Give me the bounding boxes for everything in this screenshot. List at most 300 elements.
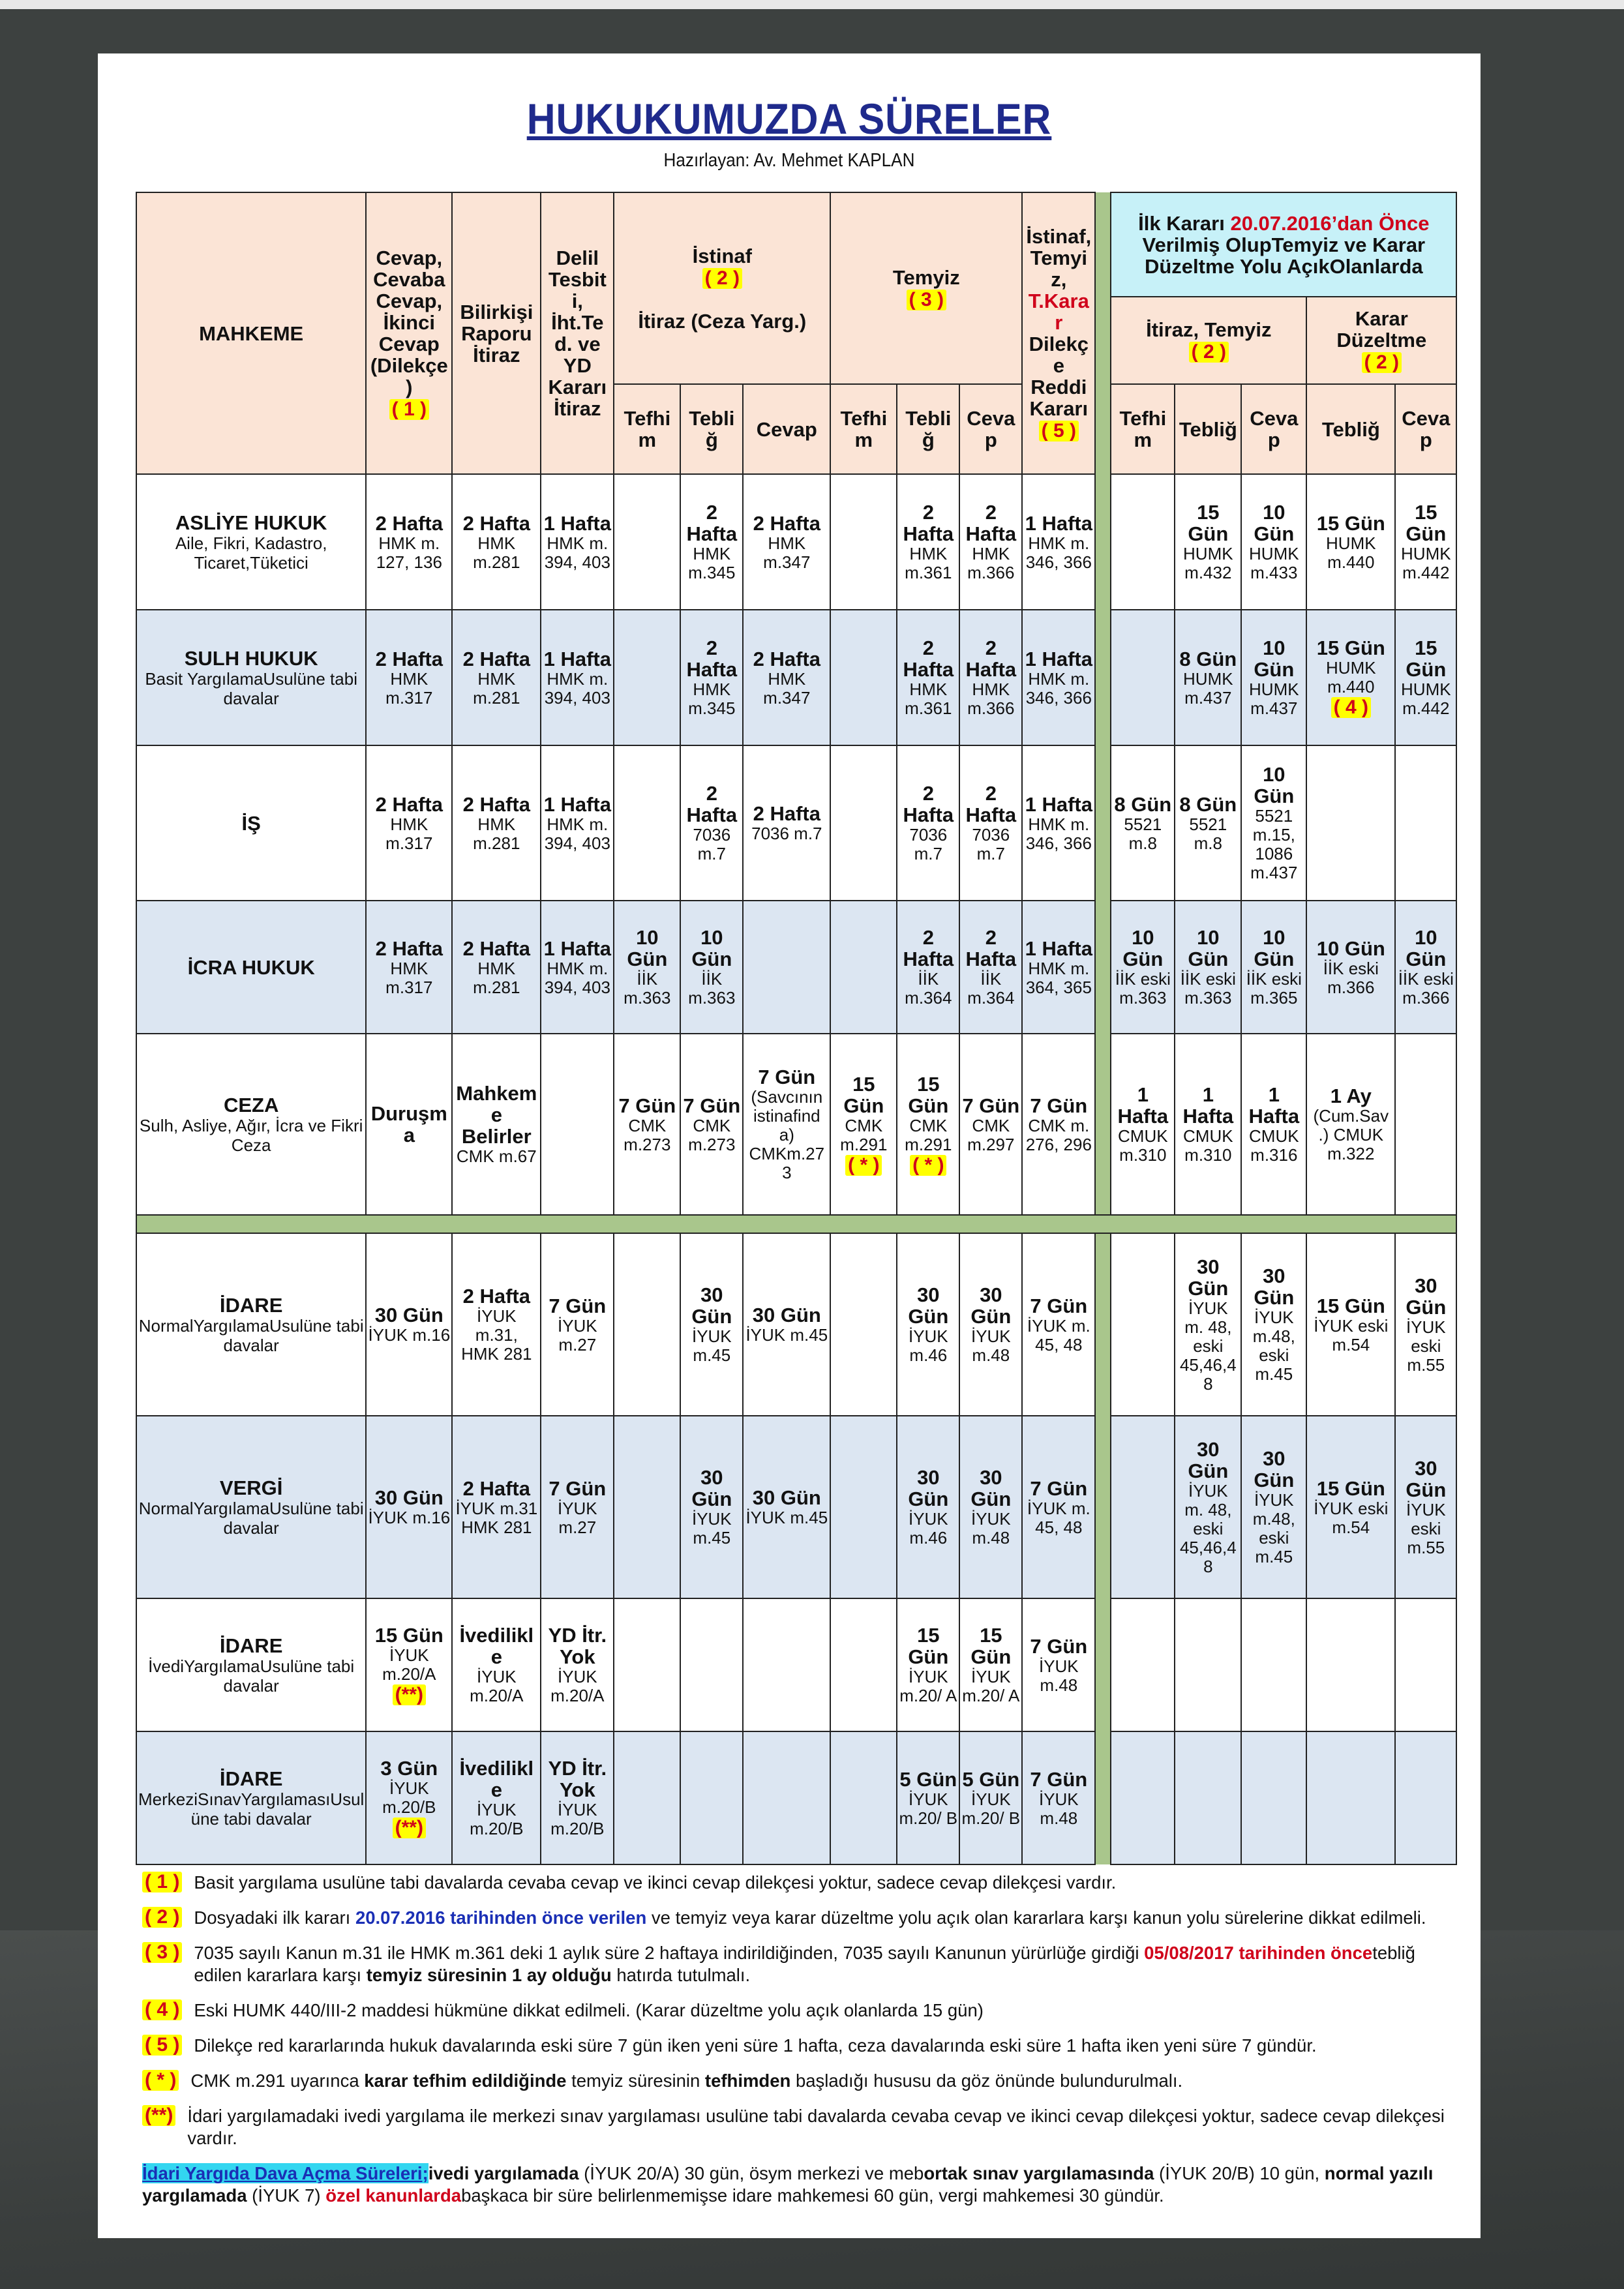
header-ilk-karar-date: 20.07.2016’dan Önce xyxy=(1230,211,1430,235)
period-cell xyxy=(959,745,1022,901)
period-value: 2 Hafta xyxy=(375,511,443,535)
period-cell xyxy=(743,745,830,901)
period-cell xyxy=(1111,901,1175,1034)
period-value: 7 Gün xyxy=(683,1094,741,1117)
note-tag: (**) xyxy=(393,1818,426,1838)
law-reference: İYUK m.45 xyxy=(691,1326,732,1365)
law-reference: İİK eski m.366 xyxy=(1323,958,1379,997)
law-reference: İİK m.364 xyxy=(967,969,1015,1008)
top-border xyxy=(0,0,1624,9)
period-value: 30 Gün xyxy=(752,1486,821,1509)
period-value: Mahkem e Belirler xyxy=(456,1082,537,1148)
period-value: 2 Hafta xyxy=(753,647,820,670)
period-cell xyxy=(1111,1416,1175,1598)
footnote-3 xyxy=(142,1942,1447,1986)
law-reference: İYUK m.27 xyxy=(557,1315,597,1354)
period-cell xyxy=(1395,901,1456,1034)
law-reference: İYUK m.48 xyxy=(970,1326,1011,1365)
law-reference: HMK m.317 xyxy=(385,814,433,853)
page-title: HUKUKUMUZDA SÜRELER xyxy=(526,95,1052,143)
period-cell xyxy=(1395,1731,1456,1864)
period-cell xyxy=(1175,1598,1241,1731)
footnote-8-b: ivedi yargılamada xyxy=(428,2163,579,2183)
law-reference: HMK m. 394, 403 xyxy=(544,533,610,572)
court-name-cell xyxy=(136,1416,366,1598)
period-cell xyxy=(959,1731,1022,1864)
period-cell xyxy=(897,610,959,745)
law-reference: CMK m.67 xyxy=(456,1146,537,1166)
period-value: 2 Hafta xyxy=(462,792,530,816)
footnote-6-e: başladığı hususu da göz önünde bulundurulmalı. xyxy=(790,2071,1183,2091)
separator-column xyxy=(1095,474,1111,610)
header-temyiz-tefhim: Tefhi m xyxy=(830,384,897,474)
period-value: 7 Gün xyxy=(1030,1294,1088,1317)
period-value: 7 Gün xyxy=(549,1294,607,1317)
note-tag-3: ( 3 ) xyxy=(907,290,946,310)
period-cell xyxy=(1175,901,1241,1034)
header-kd-cevap: Ceva p xyxy=(1395,384,1456,474)
period-value: YD İtr. Yok xyxy=(548,1624,607,1668)
period-value: 7 Gün xyxy=(618,1094,676,1117)
law-reference: İYUK m.20/ B xyxy=(899,1789,958,1828)
period-cell xyxy=(680,1034,743,1215)
footnote-2-text xyxy=(194,1907,1447,1929)
footnote-2-tag: ( 2 ) xyxy=(142,1907,182,1928)
law-reference: İYUK eski m.54 xyxy=(1314,1315,1389,1354)
law-reference: İYUK m.31 HMK 281 xyxy=(455,1498,538,1537)
document-page xyxy=(98,53,1481,2238)
period-cell xyxy=(743,1731,830,1864)
period-value: İvedilikl e xyxy=(459,1624,534,1668)
header-mahkeme: MAHKEME xyxy=(136,192,366,474)
period-value: 30 Gün xyxy=(691,1283,732,1328)
period-value: 1 Hafta xyxy=(1025,511,1092,535)
period-cell xyxy=(1111,745,1175,901)
law-reference: İYUK m.20/A xyxy=(470,1667,524,1705)
law-reference: CMUK m.316 xyxy=(1249,1126,1299,1165)
period-value: 5 Gün xyxy=(899,1767,957,1791)
header-ilk-karar-a: İlk Kararı xyxy=(1138,211,1231,235)
period-cell xyxy=(1175,1233,1241,1416)
header-ilk-karar-b: Verilmiş OlupTemyiz ve Karar Düzeltme Yolu AçıkOlanlarda xyxy=(1142,233,1426,278)
period-cell xyxy=(1241,1598,1306,1731)
law-reference: HMK m. 394, 403 xyxy=(544,814,610,853)
court-name: İDARE xyxy=(219,1767,283,1790)
period-cell xyxy=(1111,474,1175,610)
separator-column xyxy=(1095,1416,1111,1598)
period-cell xyxy=(366,610,452,745)
law-reference: İYUK m.20/B xyxy=(550,1800,605,1838)
period-cell xyxy=(1395,610,1456,745)
footnote-7-tag: (**) xyxy=(142,2105,175,2126)
footnote-8-f: normal yazılı yargılamada xyxy=(142,2163,1434,2206)
header-istinaf-tefhim: Tefhi m xyxy=(614,384,680,474)
law-reference: HUMK m.437 xyxy=(1249,680,1299,718)
period-value: 30 Gün xyxy=(1406,1274,1447,1319)
period-cell xyxy=(1395,474,1456,610)
court-name: İDARE xyxy=(219,1293,283,1317)
period-cell xyxy=(743,901,830,1034)
period-value: 2 Hafta xyxy=(753,511,820,535)
period-cell xyxy=(541,1416,614,1598)
court-name: İCRA HUKUK xyxy=(187,955,315,979)
period-cell xyxy=(1022,474,1095,610)
law-reference: 5521 m.8 xyxy=(1189,814,1227,853)
period-cell xyxy=(452,610,541,745)
period-cell xyxy=(1111,1598,1175,1731)
period-cell xyxy=(1022,1233,1095,1416)
period-cell xyxy=(743,1416,830,1598)
footnote-8-e: (İYUK 20/B) 10 gün, xyxy=(1154,2163,1325,2183)
period-value: 2 Hafta xyxy=(462,647,530,670)
header-kd-teblig: Tebliğ xyxy=(1306,384,1395,474)
law-reference: (Cum.Sav .) CMUK m.322 xyxy=(1313,1106,1389,1163)
header-cevap-label: Cevap, Cevaba Cevap, İkinci Cevap (Dilekçe ) xyxy=(370,246,448,398)
period-cell xyxy=(743,1034,830,1215)
footnote-8-text xyxy=(142,2162,1447,2207)
table-row xyxy=(136,474,1456,610)
period-value: 10 Gün xyxy=(1188,926,1229,970)
period-cell xyxy=(366,1598,452,1731)
law-reference: İYUK m.27 xyxy=(557,1498,597,1537)
law-reference: HMK m. 127, 136 xyxy=(376,533,442,572)
period-value: 30 Gün xyxy=(1254,1264,1295,1309)
header-delil: Delil Tesbit i, İht.Te d. ve YD Kararı İtiraz xyxy=(541,192,614,474)
footnote-3-b: 05/08/2017 tarihinden önce xyxy=(1144,1943,1373,1963)
period-value: 15 Gün xyxy=(908,1072,949,1117)
law-reference: HMK m.281 xyxy=(473,814,520,853)
court-name: İŞ xyxy=(241,811,261,835)
court-name-cell xyxy=(136,745,366,901)
court-name-cell xyxy=(136,1731,366,1864)
law-reference: HUMK m.442 xyxy=(1401,544,1451,582)
period-value: 10 Gün xyxy=(1316,936,1385,960)
footnote-6-a: CMK m.291 uyarınca xyxy=(190,2071,365,2091)
period-cell xyxy=(452,1731,541,1864)
law-reference: HMK m.361 xyxy=(905,680,952,718)
law-reference: CMUK m.310 xyxy=(1118,1126,1168,1165)
law-reference: 7036 m.7 xyxy=(972,825,1010,863)
period-cell xyxy=(541,1233,614,1416)
period-cell xyxy=(452,1416,541,1598)
footnote-6-text xyxy=(190,2070,1447,2092)
period-cell xyxy=(830,610,897,745)
law-reference: HMK m.281 xyxy=(473,533,520,572)
law-reference: HMK m. 394, 403 xyxy=(544,668,610,708)
period-cell xyxy=(897,1416,959,1598)
period-value: 15 Gün xyxy=(1316,636,1385,659)
law-reference: İYUK m. 48, eski 45,46,4 8 xyxy=(1179,1480,1237,1576)
header-istinaf xyxy=(614,192,830,384)
law-reference: İYUK m.45 xyxy=(745,1325,828,1345)
law-reference: CMK m.297 xyxy=(967,1115,1015,1154)
period-cell xyxy=(680,901,743,1034)
law-reference: İYUK eski m.55 xyxy=(1406,1499,1446,1557)
period-cell xyxy=(1241,474,1306,610)
period-cell xyxy=(959,1598,1022,1731)
header-cevap xyxy=(366,192,452,474)
period-cell xyxy=(959,901,1022,1034)
header-temyiz xyxy=(830,192,1022,384)
law-reference: İYUK m.48, eski m.45 xyxy=(1252,1490,1295,1566)
period-value: 30 Gün xyxy=(374,1486,444,1509)
footnote-6-b: karar tefhim edildiğinde xyxy=(364,2071,567,2091)
period-cell xyxy=(830,1598,897,1731)
period-cell xyxy=(452,1598,541,1731)
court-name-cell xyxy=(136,1233,366,1416)
footnote-8-a: İdari Yargıda Dava Açma Süreleri; xyxy=(142,2163,429,2183)
period-cell xyxy=(1111,1034,1175,1215)
footnote-1-tag: ( 1 ) xyxy=(142,1872,182,1893)
period-cell xyxy=(1111,610,1175,745)
period-value: 15 Gün xyxy=(908,1624,949,1668)
period-cell xyxy=(541,474,614,610)
period-cell xyxy=(1022,1416,1095,1598)
period-cell xyxy=(1306,1598,1395,1731)
law-reference: İYUK m. 48, eski 45,46,4 8 xyxy=(1179,1298,1237,1394)
separator-column xyxy=(1095,610,1111,745)
period-cell xyxy=(1395,1034,1456,1215)
law-reference: 7036 m.7 xyxy=(909,825,948,863)
period-cell xyxy=(366,901,452,1034)
law-reference: 5521 m.15, 1086 m.437 xyxy=(1250,806,1298,882)
period-value: 1 Hafta xyxy=(543,647,611,670)
header-karar-duzeltme xyxy=(1306,297,1456,384)
law-reference: İİK m.364 xyxy=(905,969,952,1008)
footnote-8 xyxy=(142,2162,1447,2207)
header-karar-red-b: T.Kara r xyxy=(1028,289,1089,334)
period-value: 1 Hafta xyxy=(543,511,611,535)
section-separator xyxy=(136,1215,1456,1233)
law-reference: İYUK m.45 xyxy=(691,1509,732,1548)
law-reference: İYUK m.20/B xyxy=(470,1800,524,1838)
period-value: 1 Hafta xyxy=(1182,1083,1234,1128)
table-row xyxy=(136,1416,1456,1598)
law-reference: HMK m.281 xyxy=(473,958,520,997)
period-cell xyxy=(897,1598,959,1731)
law-reference: İİK m.363 xyxy=(688,969,736,1008)
court-subtitle: Aile, Fikri, Kadastro, Ticaret,Tüketici xyxy=(175,533,327,573)
law-reference: İYUK m.48 xyxy=(1038,1789,1079,1828)
header-temyiz-cevap: Ceva p xyxy=(959,384,1022,474)
law-reference: HUMK m.432 xyxy=(1183,544,1233,582)
period-cell xyxy=(1022,1034,1095,1215)
period-value: 10 Gün xyxy=(1254,763,1295,807)
period-cell xyxy=(743,1598,830,1731)
period-cell xyxy=(452,474,541,610)
period-cell xyxy=(366,1034,452,1215)
period-value: 2 Hafta xyxy=(965,636,1017,681)
period-value: 7 Gün xyxy=(1030,1767,1088,1791)
period-cell xyxy=(897,1233,959,1416)
footnote-2-c: ve temyiz veya karar düzeltme yolu açık olan kararlara karşı kanun yolu sürelerine dikkat edilmeli. xyxy=(646,1908,1426,1928)
header-old-teblig: Tebliğ xyxy=(1175,384,1241,474)
footnote-8-h: özel kanunlarda xyxy=(325,2185,462,2206)
law-reference: 5521 m.8 xyxy=(1124,814,1162,853)
note-tag: ( 4 ) xyxy=(1331,697,1371,718)
law-reference: HMK m.317 xyxy=(385,668,433,708)
period-value: 1 Hafta xyxy=(1025,936,1092,960)
period-cell xyxy=(959,1034,1022,1215)
period-value: 8 Gün xyxy=(1179,647,1237,670)
period-cell xyxy=(680,1416,743,1598)
period-cell xyxy=(830,1731,897,1864)
period-cell xyxy=(541,610,614,745)
period-cell xyxy=(1241,610,1306,745)
period-cell xyxy=(541,901,614,1034)
period-value: 30 Gün xyxy=(752,1304,821,1326)
period-cell xyxy=(959,610,1022,745)
law-reference: İYUK m.20/ A xyxy=(962,1667,1020,1705)
footnote-3-e: hatırda tutulmalı. xyxy=(611,1965,751,1985)
footnote-3-c: tebliğ edilen kararlara karşı xyxy=(194,1943,1415,1985)
period-value: 15 Gün xyxy=(1316,1476,1385,1500)
court-name: CEZA xyxy=(223,1093,279,1116)
court-name: SULH HUKUK xyxy=(184,646,318,670)
period-cell xyxy=(897,1731,959,1864)
period-cell xyxy=(614,474,680,610)
law-reference: HMK m. 364, 365 xyxy=(1025,958,1092,997)
header-karar-duzeltme-label: Karar Düzeltme xyxy=(1336,307,1427,352)
period-value: 1 Hafta xyxy=(1025,792,1092,816)
footnotes xyxy=(142,1872,1447,2207)
header-istinaf-label: İstinaf xyxy=(692,244,752,267)
separator-column xyxy=(1095,192,1111,474)
period-cell xyxy=(1306,1034,1395,1215)
law-reference: İYUK m.20/ A xyxy=(899,1667,957,1705)
header-temyiz-teblig: Tebli ğ xyxy=(897,384,959,474)
period-value: 1 Hafta xyxy=(1117,1083,1169,1128)
period-cell xyxy=(614,1034,680,1215)
periods-table xyxy=(136,192,1457,1865)
court-subtitle: MerkeziSınavYargılamasıUsul üne tabi davalar xyxy=(138,1789,365,1829)
period-cell xyxy=(1175,1731,1241,1864)
law-reference: İYUK m. 45, 48 xyxy=(1027,1315,1090,1354)
period-value: 2 Hafta xyxy=(375,936,443,960)
law-reference: İYUK m.20/ B xyxy=(961,1789,1021,1828)
period-value: 7 Gün xyxy=(1030,1094,1088,1117)
period-value: 2 Hafta xyxy=(686,501,738,545)
period-value: 2 Hafta xyxy=(462,936,530,960)
law-reference: İYUK m.20/A xyxy=(550,1667,605,1705)
note-tag-1: ( 1 ) xyxy=(389,399,429,420)
section-separator-cell xyxy=(136,1215,1456,1233)
period-value: 2 Hafta xyxy=(903,926,954,970)
period-cell xyxy=(897,745,959,901)
period-value: 30 Gün xyxy=(1188,1255,1229,1300)
period-cell xyxy=(743,1233,830,1416)
period-value: 2 Hafta xyxy=(965,782,1017,826)
table-row xyxy=(136,1233,1456,1416)
period-cell xyxy=(1241,1233,1306,1416)
period-value: 2 Hafta xyxy=(462,511,530,535)
period-cell xyxy=(1306,1416,1395,1598)
footnote-3-a: 7035 sayılı Kanun m.31 ile HMK m.361 deki 1 aylık süre 2 haftaya indirildiğinden, 7035 sayılı Kanunun yürürlüğe girdiği xyxy=(194,1943,1145,1963)
law-reference: HMK m.347 xyxy=(763,668,811,708)
period-cell xyxy=(614,610,680,745)
table-row xyxy=(136,1731,1456,1864)
period-value: 2 Hafta xyxy=(686,636,738,681)
period-cell xyxy=(541,1731,614,1864)
period-value: 30 Gün xyxy=(970,1466,1012,1510)
header-old-cevap: Ceva p xyxy=(1241,384,1306,474)
law-reference: HMK m. 346, 366 xyxy=(1025,668,1092,708)
court-subtitle: İvediYargılamaUsulüne tabi davalar xyxy=(148,1656,355,1696)
footnote-4-text: Eski HUMK 440/III-2 maddesi hükmüne dikkat edilmeli. (Karar düzeltme yolu açık olanlarda 15 gün) xyxy=(194,2000,984,2020)
footnote-6 xyxy=(142,2070,1447,2092)
period-value: 8 Gün xyxy=(1114,792,1172,816)
note-tag: ( * ) xyxy=(910,1155,946,1176)
period-value: 5 Gün xyxy=(962,1767,1020,1791)
period-value: 7 Gün xyxy=(758,1066,816,1088)
period-cell xyxy=(830,474,897,610)
period-cell xyxy=(1241,745,1306,901)
period-cell xyxy=(830,1416,897,1598)
period-cell xyxy=(959,1233,1022,1416)
separator-column xyxy=(1095,1034,1111,1215)
period-cell xyxy=(959,1416,1022,1598)
period-value: 30 Gün xyxy=(691,1466,732,1510)
header-istinaf-cevap: Cevap xyxy=(743,384,830,474)
court-subtitle: NormalYargılamaUsulüne tabi davalar xyxy=(138,1498,364,1538)
law-reference: HMK m.366 xyxy=(967,680,1015,718)
period-cell xyxy=(1306,474,1395,610)
law-reference: HMK m.366 xyxy=(967,544,1015,582)
period-value: 7 Gün xyxy=(549,1476,607,1500)
law-reference: HUMK m.442 xyxy=(1401,680,1451,718)
law-reference: İYUK m.45 xyxy=(745,1508,828,1527)
separator-column xyxy=(1095,745,1111,901)
law-reference: HUMK m.440 xyxy=(1326,533,1376,572)
law-reference: HMK m.345 xyxy=(688,544,736,582)
period-cell xyxy=(1111,1233,1175,1416)
separator-column xyxy=(1095,1233,1111,1416)
period-cell xyxy=(541,1034,614,1215)
court-subtitle: NormalYargılamaUsulüne tabi davalar xyxy=(138,1315,364,1355)
law-reference: İYUK m.46 xyxy=(908,1326,948,1365)
period-cell xyxy=(1022,1598,1095,1731)
period-cell xyxy=(1022,745,1095,901)
table-row xyxy=(136,745,1456,901)
period-value: İvedilikl e xyxy=(459,1757,534,1801)
period-cell xyxy=(366,474,452,610)
period-value: 2 Hafta xyxy=(965,926,1017,970)
law-reference: İYUK m.48 xyxy=(970,1509,1011,1548)
period-cell xyxy=(366,1416,452,1598)
footnote-4 xyxy=(142,1999,1447,2022)
footnote-8-i: başkaca bir süre belirlenmemişse idare mahkemesi 60 gün, vergi mahkemesi 30 gündür. xyxy=(461,2185,1164,2206)
note-tag: ( * ) xyxy=(845,1155,882,1176)
note-tag: (**) xyxy=(393,1684,426,1705)
period-value: 10 Gün xyxy=(1122,926,1164,970)
period-cell xyxy=(1395,1598,1456,1731)
period-cell xyxy=(1306,1731,1395,1864)
period-value: 15 Gün xyxy=(1316,1294,1385,1317)
period-cell xyxy=(614,1416,680,1598)
footnote-3-tag: ( 3 ) xyxy=(142,1942,182,1963)
period-value: 2 Hafta xyxy=(903,782,954,826)
period-value: 7 Gün xyxy=(1030,1634,1088,1658)
law-reference: HMK m.317 xyxy=(385,958,433,997)
period-cell xyxy=(680,1731,743,1864)
period-cell xyxy=(614,745,680,901)
period-cell xyxy=(897,474,959,610)
footnote-5-text: Dilekçe red kararlarında hukuk davalarında eski süre 7 gün iken yeni süre 1 hafta, ceza davalarında eski süre 1 hafta iken yeni süre 7 gündür. xyxy=(194,2035,1317,2056)
period-value: 1 Ay xyxy=(1330,1085,1372,1107)
law-reference: HUMK m.433 xyxy=(1249,544,1299,582)
law-reference: İİK eski m.365 xyxy=(1246,969,1302,1008)
court-name-cell xyxy=(136,474,366,610)
